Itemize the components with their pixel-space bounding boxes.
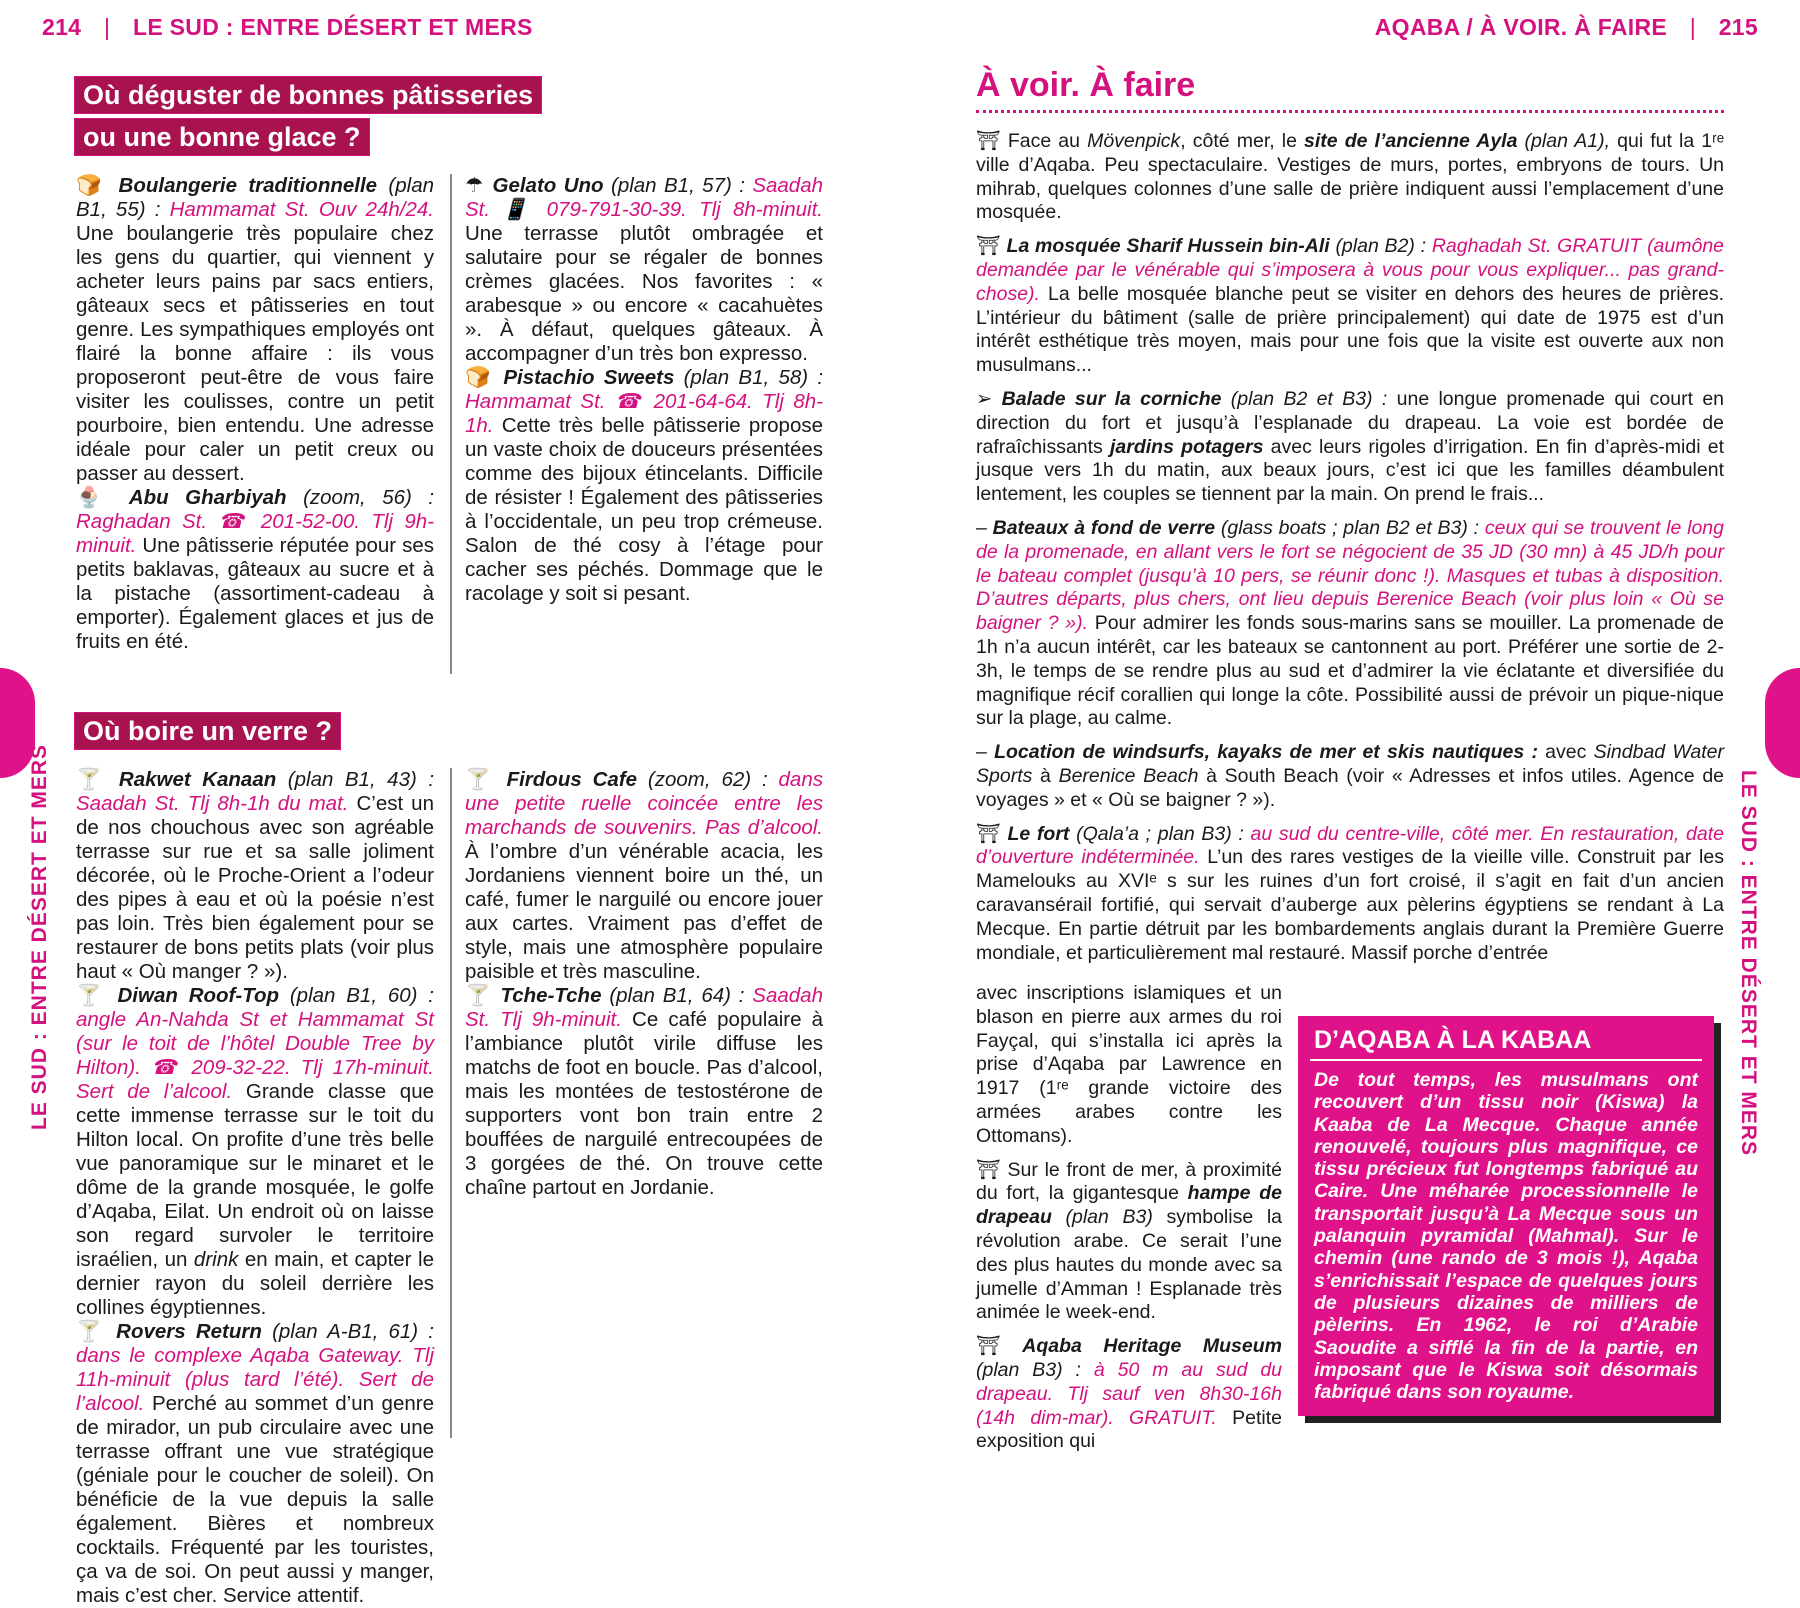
entry-name: hampe de drapeau bbox=[976, 1182, 1282, 1229]
entry-info: Saadah St. Tlj 8h-1h du mat. bbox=[76, 792, 349, 815]
entry-heritage-museum bbox=[976, 1335, 1282, 1454]
thumb-tab-right bbox=[1765, 668, 1800, 778]
entry-ref: (plan A-B1, 61) : bbox=[272, 1320, 434, 1343]
entry-text: Face au bbox=[1007, 130, 1080, 152]
entry-name: Bateaux à fond de verre bbox=[992, 516, 1216, 539]
ice-cream-icon: 🍨 bbox=[76, 486, 113, 509]
entry-name: La mosquée Sharif Hussein bin-Ali bbox=[1006, 235, 1330, 258]
entry-text-bold: jardins potagers bbox=[1109, 435, 1264, 458]
entry-text-italic: Mövenpick bbox=[1087, 130, 1181, 152]
chapter-title-right: AQABA / À VOIR. À FAIRE bbox=[1374, 14, 1668, 40]
heading-line-1: Où déguster de bonnes pâtisseries bbox=[74, 76, 542, 114]
entry-text: avec inscriptions islamiques et un blason en pierre aux armes du roi Fayçal, qui s’installa ici après la prise d’Aqaba par Lawrence en 1917 (1ʳᵉ grande victoire des armées arabes contre les Ottomans). bbox=[976, 982, 1282, 1147]
entry-diwan-roof-top bbox=[76, 984, 434, 1320]
drink-icon: 🍸 bbox=[76, 984, 107, 1007]
entry-name: Diwan Roof-Top bbox=[117, 984, 280, 1007]
entry-glass-boats bbox=[976, 517, 1724, 731]
bakery-icon: 🍞 bbox=[76, 174, 108, 197]
heading-line-2: ou une bonne glace ? bbox=[74, 118, 370, 156]
running-head-right bbox=[1375, 14, 1758, 41]
entry-text: Perché au sommet d’un genre de mirador, un pub circulaire avec une terrasse offrant une vue stratégique (géniale pour le coucher de soleil). On bénéficie de la vue depuis la salle également. Bières et nombreux cocktails. Fréquenté par les touristes, ça va de soi. On peut aussi y manger, mais c’est cher. Service attentif. bbox=[76, 1392, 434, 1607]
entry-name: Aqaba Heritage Museum bbox=[1022, 1335, 1283, 1358]
entry-info: Raghadan St. ☎ 201-52-00. Tlj 9h-minuit. bbox=[76, 510, 434, 557]
sight-icon: ⛩ bbox=[976, 235, 1001, 258]
entry-pistachio-sweets bbox=[465, 366, 823, 606]
entry-ref: (plan B3) bbox=[1065, 1206, 1153, 1229]
entry-text: Une pâtisserie réputée pour ses petits baklavas, gâteaux au sucre et à la pistache (assortiment-cadeau à emporter). Également glaces et jus de fruits en été. bbox=[76, 534, 434, 653]
entry-text: , côté mer, le bbox=[1180, 130, 1297, 152]
column-sights-bottom bbox=[976, 982, 1282, 1464]
section-title-sights: À voir. À faire bbox=[976, 66, 1196, 104]
entry-text: à South Beach (voir « Adresses et infos utiles. Agence de voyages » et « Où se baigner ? »). bbox=[976, 764, 1725, 811]
chapter-title-left: LE SUD : ENTRE DÉSERT ET MERS bbox=[132, 14, 533, 40]
section-heading-pastries bbox=[74, 76, 542, 156]
entry-text: L’un des rares vestiges de la vieille ville. Construit par les Mamelouks au XVIᵉ s sur les ruines d’un fort croisé, il s’agit en fait d’un ancien caravansérail fortifié, qui servait d’auberge aux pèlerins égyptiens se rendant à La Mecque. En partie détruit par les bombardements anglais durant la Première Guerre mondiale, et particulièrement mal restauré. Massif porche d’entrée bbox=[976, 846, 1724, 964]
entry-name: Location de windsurfs, kayaks de mer et skis nautiques : bbox=[994, 741, 1538, 764]
entry-text: avec bbox=[1545, 741, 1587, 764]
entry-rakwet-kanaan bbox=[76, 768, 434, 984]
sight-icon: ⛩ bbox=[976, 1335, 1001, 1358]
column-pastries-1 bbox=[76, 174, 434, 654]
entry-ref: (plan B3) : bbox=[976, 1358, 1081, 1381]
column-pastries-2 bbox=[465, 174, 823, 606]
entry-dash: – bbox=[976, 741, 987, 764]
entry-abu-gharbiyah bbox=[76, 486, 434, 654]
drink-icon: 🍸 bbox=[465, 984, 493, 1007]
entry-boulangerie bbox=[76, 174, 434, 486]
entry-ref: (plan B2) : bbox=[1335, 235, 1427, 258]
entry-text: C’est un de nos chouchous avec son agréable terrasse sur rue et sa salle joliment décorée, où le Proche-Orient a l’odeur des pipes à eau et où la poésie n’est pas loin. Très bien également pour se restaurer de bons petits plats (voir plus haut « Où manger ? »). bbox=[76, 792, 434, 983]
entry-text: Une boulangerie très populaire chez les gens du quartier, qui viennent y acheter leurs pains par sacs entiers, gâteaux secs et pâtisseries en tout genre. Les sympathiques employés ont flairé la bonne affaire : ils vous proposeront peut-être de vous faire visiter les coulisses, contre un petit pourboire, bien entendu. Une adresse idéale pour caler un petit creux ou passer au dessert. bbox=[76, 222, 434, 485]
entry-name: Rakwet Kanaan bbox=[118, 768, 277, 791]
entry-ref: (glass boats ; plan B2 et B3) : bbox=[1220, 516, 1480, 539]
terrace-icon: ☂ bbox=[465, 174, 486, 197]
entry-ref: (plan B1, 58) : bbox=[683, 366, 824, 389]
entry-text: qui fut la 1ʳᵉ ville d’Aqaba. Peu spectaculaire. Vestiges de murs, portes, embryons de tours. Un mihrab, quelques colonnes d’une salle de prière indiquent aussi l’emplacement d’une mosquée. bbox=[976, 130, 1725, 224]
page-number-left: 214 bbox=[42, 14, 82, 40]
section-heading-drinks bbox=[74, 712, 341, 750]
entry-text: Cette très belle pâtisserie propose un vaste choix de douceurs présentées comme des bijoux étincelants. Difficile de résister ! Également des pâtisseries à l’occidentale, un peu trop crémeuse. Salon de thé cosy à l’étage pour cacher ses péchés. Dommage que le racolage y soit si pesant. bbox=[465, 414, 823, 605]
entry-text: Ce café populaire à l’ambiance plutôt virile diffuse les matchs de foot en boucle. Pas d’alcool, mais les montées de testostérone de supporters vont bon train entre 2 bouffées de narguilé entrecoupées de 3 gorgées de thé. On trouve cette chaîne partout en Jordanie. bbox=[465, 1008, 823, 1199]
entry-info: Hammamat St. ☎ 201-64-64. Tlj 8h-1h. bbox=[465, 390, 823, 437]
column-divider bbox=[450, 768, 452, 1438]
header-separator: | bbox=[1689, 14, 1697, 40]
entry-rovers-return bbox=[76, 1320, 434, 1608]
entry-ref: (Qala’a ; plan B3) : bbox=[1076, 822, 1244, 845]
entry-ref: (plan B1, 43) : bbox=[287, 768, 435, 791]
entry-windsurf bbox=[976, 741, 1724, 812]
entry-text-italic: Berenice Beach bbox=[1058, 764, 1199, 787]
entry-ayla bbox=[976, 130, 1724, 225]
entry-mosque bbox=[976, 235, 1724, 378]
entry-ref: (plan B1, 60) : bbox=[289, 984, 435, 1007]
entry-gelato-uno bbox=[465, 174, 823, 366]
entry-name: Balade sur la corniche bbox=[1001, 387, 1222, 410]
column-divider bbox=[450, 174, 452, 674]
entry-ref: (zoom, 56) : bbox=[303, 486, 435, 509]
entry-info: dans une petite ruelle coincée entre les marchands de souvenirs. Pas d’alcool. bbox=[465, 768, 823, 839]
entry-text: La belle mosquée blanche peut se visiter en dehors des heures de prières. L’intérieur du bâtiment (salle de prière principalement) qui date de 1975 est d’un intérêt esthétique très moyen, mais pour une fois que la visite est ouverte aux non musulmans... bbox=[976, 282, 1724, 377]
column-sights-top bbox=[976, 130, 1724, 965]
entry-corniche bbox=[976, 388, 1724, 507]
entry-text: À l’ombre d’un vénérable acacia, les Jordaniens viennent boire un thé, un café, fumer le narguilé ou encore jouer aux cartes. Vraiment pas d’effet de style, mais une atmosphère populaire paisible et très masculine. bbox=[465, 840, 823, 983]
entry-text: une longue promenade qui court en direction du fort et jusqu’à l’esplanade du drapeau. La voie est bordée de rafraîchissants bbox=[976, 387, 1725, 458]
entry-tche-tche bbox=[465, 984, 823, 1200]
entry-info: au sud du centre-ville, côté mer. En restauration, date d’ouverture indéterminée. bbox=[976, 822, 1724, 869]
title-underline bbox=[976, 110, 1724, 113]
entry-info: Hammamat St. Ouv 24h/24. bbox=[169, 198, 434, 221]
column-drinks-2 bbox=[465, 768, 823, 1200]
drink-icon: 🍸 bbox=[76, 768, 108, 791]
running-head-left bbox=[42, 14, 533, 41]
entry-text: à bbox=[1040, 764, 1051, 787]
sight-icon: ⛩ bbox=[976, 1158, 1001, 1181]
entry-info: Raghadah St. GRATUIT (aumône demandée par le vénérable qui s’imposera à vous pour vous expliquer... pas grand-chose). bbox=[976, 235, 1725, 305]
walk-icon: ➢ bbox=[976, 387, 993, 410]
entry-text: Une terrasse plutôt ombragée et salutaire pour se régaler de bonnes crèmes glacées. Nos favorites : « arabesque » ou encore « cacahuètes ». À défaut, quelques gâteaux. À accompagner d’un très bon expresso. bbox=[465, 222, 823, 365]
entry-info: Saadah St. 📱 079-791-30-39. Tlj 8h-minuit. bbox=[465, 174, 824, 221]
column-drinks-1 bbox=[76, 768, 434, 1608]
entry-flagpole bbox=[976, 1159, 1282, 1326]
drink-icon: 🍸 bbox=[76, 1320, 106, 1343]
side-label-left: LE SUD : ENTRE DÉSERT ET MERS bbox=[28, 743, 51, 1130]
entry-text: en main, et capter le dernier rayon du soleil derrière les collines égyptiennes. bbox=[76, 1248, 434, 1319]
entry-info: angle An-Nahda St et Hammamat St (sur le toit de l’hôtel Double Tree by Hilton). ☎ 209-32-22. Tlj 17h-minuit. Sert de l’alcool. bbox=[76, 1008, 434, 1103]
heading-drinks: Où boire un verre ? bbox=[74, 712, 341, 750]
entry-text: Pour admirer les fonds sous-marins sans se mouiller. La promenade de 1h n’a aucun intérêt, car les bateaux se cantonnent au port. Préférer une sortie de 2-3h, le temps de se rendre plus au sud et d’admirer la vie éclatante et diversifiée du magnifique récif corallien qui longe la côte. Possibilité aussi de prévoir un pique-nique sur la plage, au calme. bbox=[976, 612, 1725, 730]
entry-name: Le fort bbox=[1007, 822, 1070, 845]
entry-name: Abu Gharbiyah bbox=[128, 486, 287, 509]
entry-text: symbolise la révolution arabe. Ce serait l’une des plus hautes du monde avec sa jumelle d’Amman ! Esplanade très animée le week-end. bbox=[976, 1206, 1282, 1324]
sight-icon: ⛩ bbox=[976, 822, 1001, 845]
entry-ref: (plan B1, 57) : bbox=[611, 174, 745, 197]
entry-info: à 50 m au sud du drapeau. Tlj sauf ven 8h30-16h (14h dim-mar). GRATUIT. bbox=[976, 1358, 1283, 1429]
entry-name: Boulangerie traditionnelle bbox=[118, 174, 378, 197]
drink-icon: 🍸 bbox=[465, 768, 496, 791]
entry-ref: (plan B1, 55) : bbox=[76, 174, 435, 221]
bakery-icon: 🍞 bbox=[465, 366, 495, 389]
box-title: D’AQABA À LA KABAA bbox=[1310, 1016, 1702, 1061]
entry-text-italic: Sindbad Water Sports bbox=[976, 741, 1725, 787]
entry-name: site de l’ancienne Ayla bbox=[1304, 130, 1518, 152]
entry-name: Firdous Cafe bbox=[506, 768, 638, 791]
entry-text: avec leurs rigoles d’irrigation. En fin d’après-midi et jusque vers 1h du matin, aux beaux jours, c’est ici que les familles déambulent lentement, les couples se tiennent par la main. On prend le frais... bbox=[976, 435, 1724, 506]
entry-ref: (plan A1), bbox=[1524, 130, 1611, 152]
entry-ref: (plan B2 et B3) : bbox=[1230, 387, 1388, 410]
entry-firdous-cafe bbox=[465, 768, 823, 984]
entry-name: Pistachio Sweets bbox=[503, 366, 675, 389]
entry-name: Gelato Uno bbox=[492, 174, 604, 197]
entry-text: Petite exposition qui bbox=[976, 1406, 1282, 1453]
entry-info: Saadah St. Tlj 9h-minuit. bbox=[465, 984, 823, 1031]
info-box-kabaa bbox=[1298, 1016, 1714, 1416]
sight-icon: ⛩ bbox=[976, 130, 1001, 152]
entry-ref: (zoom, 62) : bbox=[647, 768, 768, 791]
entry-name: Tche-Tche bbox=[500, 984, 602, 1007]
entry-text-italic: drink bbox=[193, 1248, 239, 1271]
side-label-right: LE SUD : ENTRE DÉSERT ET MERS bbox=[1737, 770, 1760, 1157]
entry-text: Sur le front de mer, à proximité du fort, la gigantesque bbox=[976, 1158, 1282, 1205]
entry-text: Grande classe que cette immense terrasse sur le toit du Hilton local. On profite d’une très belle vue panoramique sur le minaret et le dôme de la grande mosquée, le golfe d’Aqaba, Eilat. Un endroit où on laisse son regard survoler le territoire israélien, un bbox=[76, 1080, 435, 1271]
entry-fort-continued bbox=[976, 982, 1282, 1149]
entry-dash: – bbox=[976, 516, 987, 539]
entry-fort bbox=[976, 823, 1724, 966]
entry-ref: (plan B1, 64) : bbox=[609, 984, 745, 1007]
entry-name: Rovers Return bbox=[116, 1320, 262, 1343]
box-text: De tout temps, les musulmans ont recouvert d’un tissu noir (Kiswa) la Kaaba de La Mecque. Chaque année renouvelé, toujours plus magnifique, ce tissu précieux fut longtemps fabriqué au Caire. Une méharée processionnelle le transportait jusqu’à La Mecque sous un palanquin pyramidal (Mahmal). Sur le chemin (une rando de 3 mois !), Aqaba s’enrichissait l’espace de quelques jours de plusieurs dizaines de milliers de pèlerins. En 1962, le roi d’Arabie Saoudite a sifflé la fin de la partie, en imposant que le Kiswa soit désormais fabriqué dans son royaume. bbox=[1314, 1069, 1698, 1404]
header-separator: | bbox=[103, 14, 111, 40]
entry-info: dans le complexe Aqaba Gateway. Tlj 11h-minuit (plus tard l’été). Sert de l’alcool. bbox=[76, 1344, 434, 1415]
page-number-right: 215 bbox=[1718, 14, 1758, 40]
entry-info: ceux qui se trouvent le long de la promenade, en allant vers le fort se négocient de 35 JD (30 mn) à 45 JD/h pour le bateau complet (jusqu’à 10 pers, se réunir donc !). Masques et tubas à disposition. D’autres départs, plus chers, ont lieu depuis Berenice Beach (voir plus loin « Où se baigner ? »). bbox=[976, 516, 1724, 635]
